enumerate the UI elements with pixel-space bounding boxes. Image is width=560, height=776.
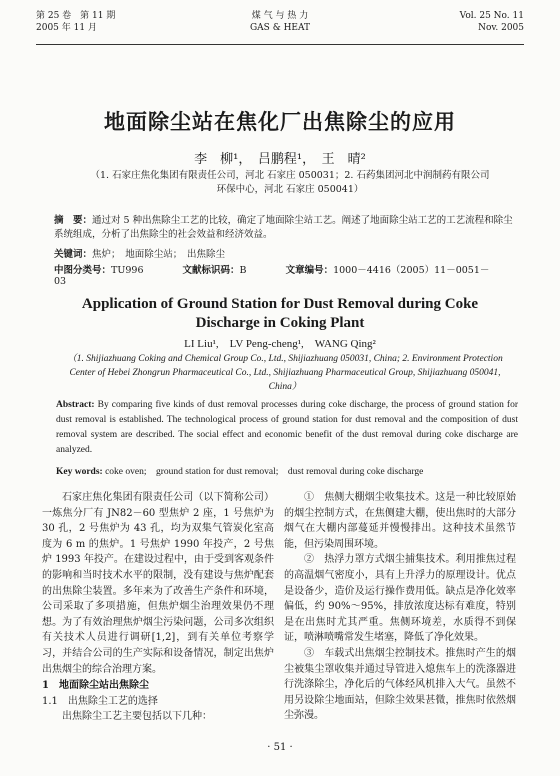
paper-title-cn: 地面除尘站在焦化厂出焦除尘的应用 [104,109,456,134]
keywords-cn-label: 关键词： [54,249,93,260]
page-number: · 51 · [267,742,293,753]
doc-code-field [183,265,265,276]
intro-paragraph: 石家庄焦化集团有限责任公司（以下简称公司）一炼焦分厂有 JN82－60 型焦炉 2 座，1 号焦炉为 30 孔，2 号焦炉为 43 孔，均为双集气管炭化室高度为 6 m 的焦炉。1 号焦炉 1990 年投产，2 号焦炉 1993 年投产。在建设过程中，由于受到客观条件的影响和当时技术水平的限制，没有建设与焦炉配套的出焦除尘装置。多年来为了改善生产条件和环境，公司采取了多项措施，但焦炉烟尘治理效果仍不理想。为了有效治理焦炉烟尘污染问题，公司多次组织有关技术人员进行调研[1,2]，到有关单位考察学习，并结合公司的生产实际和设备情况，制定出焦炉出焦烟尘的综合治理方案。 [42,492,274,675]
classification-line [54,262,518,287]
doc-code-value: B [239,265,247,276]
body-column-left [42,490,274,725]
method-2-paragraph: ② 热浮力罩方式烟尘捕集技术。利用推焦过程的高温烟气密度小，具有上升浮力的原理设计。优点是设备少，造价及运行操作费用低。缺点是净化效率偏低，约 90%～95%，排放浓度达标有难度，特别是在出焦时尤其严重。焦侧环境差，水质得不到保证，喷淋喷嘴常发生堵塞，降低了净化效果。 [284,554,516,644]
process-intro-paragraph: 出焦除尘工艺主要包括以下几种： [62,711,212,723]
affiliation-en: （1. Shijiazhuang Coking and Chemical Group Co., Ltd., Shijiazhuang 050031, China; 2. Environment Protection Center of Hebei Zhongrun Pharmaceutical Co., Ltd., Shijiazhuang Pharmaceutical Group, Shijiazhuang 050041, China） [67,354,503,392]
paper-title-en-line2: Discharge in Coking Plant [195,315,365,331]
clc-value: TU996 [111,265,144,276]
issue-date: 2005 年 11 月 [36,23,97,33]
keywords-en [56,463,518,477]
abstract-en-text: By comparing five kinds of dust removal processes during coke discharge, the process of ground station for dust removal is established. The technological process of ground station for dust removal and the composition of dust removal system are described. The social effect and economic benefit of the dust removal during coke discharge are analyzed. [56,400,518,455]
paper-title-en-line1: Application of Ground Station for Dust Removal during Coke [81,296,479,312]
doc-code-label: 文献标识码： [182,265,240,276]
header-center [36,10,524,34]
abstract-cn-text: 通过对 5 种出焦除尘工艺的比较，确定了地面除尘站工艺。阐述了地面除尘站工艺的工艺流程和除尘系统组成，分析了出焦除尘的社会效益和经济效益。 [54,215,513,240]
keywords-en-text: coke oven; ground station for dust removal; dust removal during coke discharge [105,467,424,477]
journal-name-en: GAS & HEAT [249,23,311,33]
header-right [460,10,524,34]
clc-label: 中图分类号： [54,265,112,276]
abstract-en [56,398,518,458]
body-column-right [284,490,516,724]
keywords-cn [54,246,518,260]
authors-cn: 李 柳¹， 吕鹏程¹， 王 晴² [194,152,366,167]
paper-title-en [0,295,560,333]
clc-field [54,265,162,276]
article-no-label: 文章编号： [285,265,334,276]
abstract-cn [54,214,518,242]
method-3-paragraph: ③ 车载式出焦烟尘控制技术。推焦时产生的烟尘被集尘罩收集并通过导管进入熄焦车上的洗涤器进行洗涤除尘，净化后的气体经风机排入大气。虽然不用另设除尘地面站，但除尘效果甚微，推焦时依然烟尘弥漫。 [284,647,516,722]
abstract-cn-label: 摘 要： [54,215,93,226]
running-header [36,8,524,45]
method-1-paragraph: ① 焦侧大棚烟尘收集技术。这是一种比较原始的烟尘控制方式，在焦侧建大棚，使出焦时的大部分烟气在大棚内部蔓延并慢慢排出。这种技术虽然节能，但污染周围环境。 [284,492,516,550]
authors-en: LI Liu¹, LV Peng-cheng¹, WANG Qing² [184,338,376,350]
section-heading-1: 1 地面除尘站出焦除尘 [42,680,149,692]
keywords-cn-text: 焦炉； 地面除尘站； 出焦除尘 [92,249,226,260]
keywords-en-label: Key words: [56,467,103,477]
abstract-en-label: Abstract: [56,400,95,410]
volume-issue-en: Vol. 25 No. 11 [459,11,524,21]
article-no-value: 1000－4416（2005）11－0051－03 [54,265,490,287]
volume-issue: 第 25 卷 第 11 期 [36,11,116,21]
subsection-heading-1-1: 1.1 出焦除尘工艺的选择 [42,695,158,707]
affiliation-cn: （1. 石家庄焦化集团有限责任公司，河北 石家庄 050031；2. 石药集团河北中润制药有限公司 环保中心，河北 石家庄 050041） [90,170,490,195]
journal-name-cn: 煤 气 与 热 力 [251,11,309,21]
issue-date-en: Nov. 2005 [478,23,524,33]
